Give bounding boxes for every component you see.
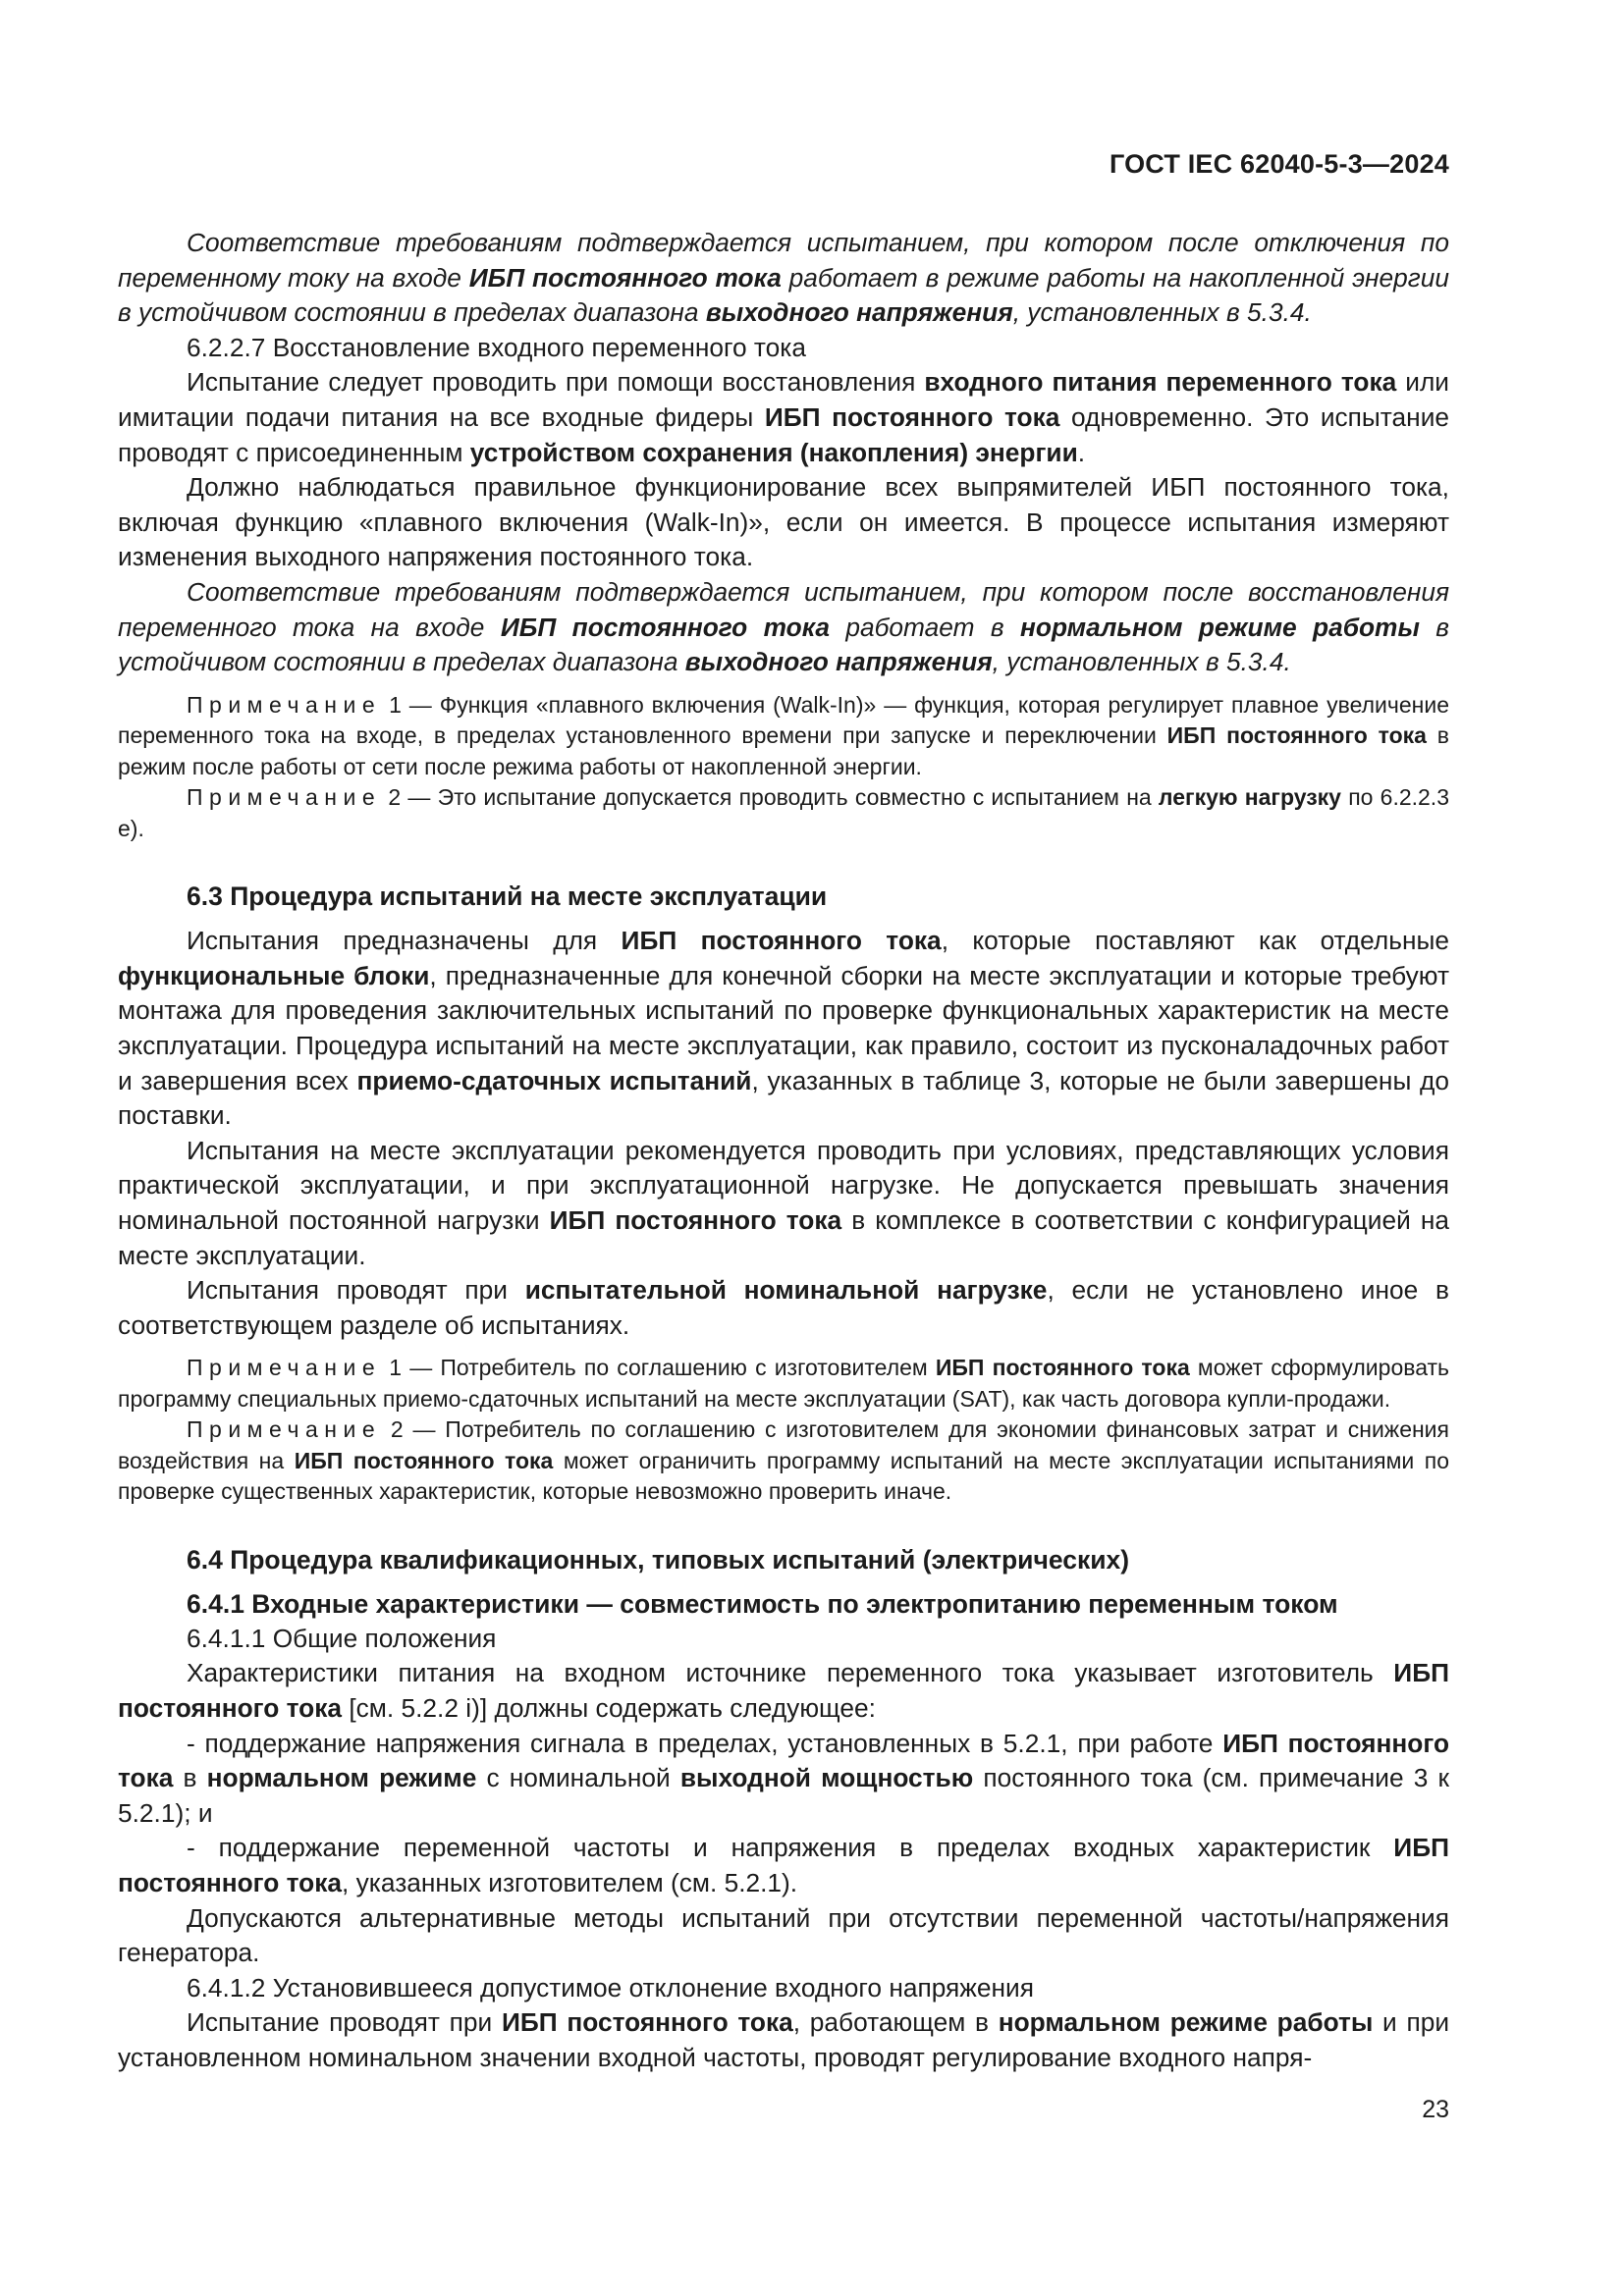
text-run: одновременно. Это испытание проводят с присоединенным [118,401,1450,467]
text-run: , которые поставляют как отдельные [941,926,1449,956]
term: выходного напряжения [705,297,1013,328]
term: входного питания переменного тока [924,367,1397,398]
note-label: Примечание [187,1355,382,1381]
term: выходной мощностью [679,1763,974,1793]
text-run: Испытания предназначены для [187,926,622,956]
term: ИБП постоянного тока [500,612,830,642]
term: испытательной номинальной нагрузке [524,1275,1048,1306]
page-body [118,226,1449,2076]
term: ИБП постоянного тока [294,1447,554,1473]
section-heading-6-4: 6.4 Процедура квалификационных, типовых испытаний (электрических) [187,1544,1130,1575]
note [118,690,1449,783]
text-run: [см. 5.2.2 i)] должны содержать следующее: [342,1693,876,1724]
note-label: Примечание [187,691,382,718]
term: ИБП постоянного тока [1166,722,1427,749]
paragraph [118,2005,1449,2075]
term: ИБП постоянного тока [501,2007,793,2038]
subsection-6-4-1-2: 6.4.1.2 Установившееся допустимое отклонение входного напряжения [187,1972,1034,2002]
note-label: Примечание [187,784,382,811]
note [118,1353,1449,1415]
text-run: Испытание проводят при [187,2007,502,2038]
list-item [118,1727,1449,1832]
note [118,782,1449,844]
paragraph: Допускаются альтернативные методы испытаний при отсутствии переменной частоты/напряжения генератора. [118,1902,1449,1968]
text-run: Соответствие требованиям подтверждается испытанием, при котором после отключения по переменному току на входе [118,228,1449,293]
text-run: - поддержание переменной частоты и напряжения в пределах входных характеристик [187,1833,1394,1863]
text-run: , указанных изготовителем (см. 5.2.1). [342,1868,798,1897]
text-run: 2 — Это испытание допускается проводить совместно с испытанием на [381,784,1159,811]
text-run: может ограничить программу испытаний на месте эксплуатации испытаниями по проверке существенных характеристик, которые невозможно проверить иначе. [118,1447,1450,1505]
term: функциональные блоки [118,960,430,990]
text-run: , предназначенные для конечной сборки на месте эксплуатации и которые требуют монтажа для проведения заключительных испытаний по проверке функциональных характеристик на месте эксплуатации. Процедура испытаний на месте эксплуатации, как правило, состоит из пусконаладочных работ и завершения всех [118,960,1449,1095]
term: ИБП постоянного тока [468,262,782,293]
paragraph [118,1134,1449,1273]
term: ИБП постоянного тока [118,1658,1449,1724]
text-run: работает в [830,612,1020,642]
text-run: в [173,1763,207,1793]
text-run: 1 — Функция «плавного включения (Walk-In)» — функция, которая регулирует плавное увеличение переменного тока на входе, в пределах установленного времени при запуске и переключении [118,691,1449,749]
text-run: Соответствие требованиям подтверждается испытанием, при котором после восстановления переменного тока на входе [118,576,1449,642]
section-heading-6-3: 6.3 Процедура испытаний на месте эксплуатации [187,881,828,912]
section-heading-6-4-1: 6.4.1 Входные характеристики — совместимость по электропитанию переменным током [187,1588,1338,1619]
term: приемо-сдаточных испытаний [356,1065,752,1095]
term: ИБП постоянного тока [118,1728,1450,1793]
compliance-paragraph [118,226,1449,331]
term: легкую нагрузку [1158,784,1341,811]
paragraph [118,1273,1449,1343]
text-run: работает в режиме работы на накопленной энергии в устойчивом состоянии в пределах диапазона [118,262,1449,328]
paragraph [118,365,1449,470]
compliance-paragraph [118,575,1449,680]
term: нормальном режиме работы [1020,612,1420,642]
document-header: ГОСТ IEC 62040-5-3—2024 [1109,149,1449,179]
list-item [118,1831,1449,1900]
text-run: . [1077,437,1086,467]
paragraph: Должно наблюдаться правильное функционирование всех выпрямителей ИБП постоянного тока, включая функцию «плавного включения (Walk-In)», если он имеется. В процессе испытания измеряют изменения выходного напряжения постоянного тока. [118,472,1449,572]
text-run: в комплексе в соответствии с конфигурацией на месте эксплуатации. [118,1204,1449,1270]
term: ИБП постоянного тока [935,1355,1190,1381]
text-run: 2 — Потребитель по соглашению с изготовителем для экономии финансовых затрат и снижения воздействия на [118,1416,1449,1473]
paragraph [118,1656,1449,1726]
text-run: Характеристики питания на входном источнике переменного тока указывает изготовитель [187,1658,1394,1688]
subsection-6-2-2-7: 6.2.2.7 Восстановление входного переменного тока [187,332,807,362]
text-run: может сформулировать программу специальных приемо-сдаточных испытаний на месте эксплуатации (SAT), как часть договора купли-продажи. [118,1355,1449,1412]
term: выходного напряжения [684,647,993,677]
term: ИБП постоянного тока [549,1204,842,1235]
text-run: в устойчивом состоянии в пределах диапазона [118,612,1450,677]
text-run: или имитации подачи питания на все входные фидеры [118,367,1449,432]
term: устройством сохранения (накопления) энергии [469,437,1078,467]
text-run: постоянного тока (см. примечание 3 к 5.2.1); и [118,1763,1449,1828]
text-run: - поддержание напряжения сигнала в пределах, установленных в 5.2.1, при работе [187,1728,1223,1758]
term: ИБП постоянного тока [764,401,1060,432]
text-run: Испытания проводят при [187,1275,525,1306]
paragraph [118,924,1449,1134]
text-run: Испытания на месте эксплуатации рекомендуется проводить при условиях, представляющих условия практической эксплуатации, и при эксплуатационной нагрузке. Не допускается превышать значения номинальной постоянной нагрузки [118,1135,1449,1235]
text-run: , установленных в 5.3.4. [1012,297,1312,328]
note [118,1415,1449,1508]
text-run: , если не установлено иное в соответствующем разделе об испытаниях. [118,1275,1449,1340]
text-run: 1 — Потребитель по соглашению с изготовителем [381,1355,936,1381]
note-label: Примечание [187,1416,382,1443]
term: нормальном режиме работы [998,2007,1374,2038]
term: ИБП постоянного тока [118,1833,1449,1897]
term: нормальном режиме [206,1763,477,1793]
term: ИБП постоянного тока [621,926,942,956]
text-run: , указанных в таблице 3, которые не были завершены до поставки. [118,1065,1449,1131]
text-run: и при установленном номинальном значении входной частоты, проводят регулирование входного напря- [118,2007,1450,2072]
text-run: , работающем в [792,2007,999,2038]
text-run: с номинальной [476,1763,680,1793]
text-run: , установленных в 5.3.4. [992,647,1291,677]
page-number: 23 [1422,2096,1449,2123]
text-run: Испытание следует проводить при помощи восстановления [187,367,925,398]
subsection-6-4-1-1: 6.4.1.1 Общие положения [187,1623,497,1653]
text-run: по 6.2.2.3 е). [118,784,1449,841]
text-run: в режим после работы от сети после режима работы от накопленной энергии. [118,722,1450,779]
